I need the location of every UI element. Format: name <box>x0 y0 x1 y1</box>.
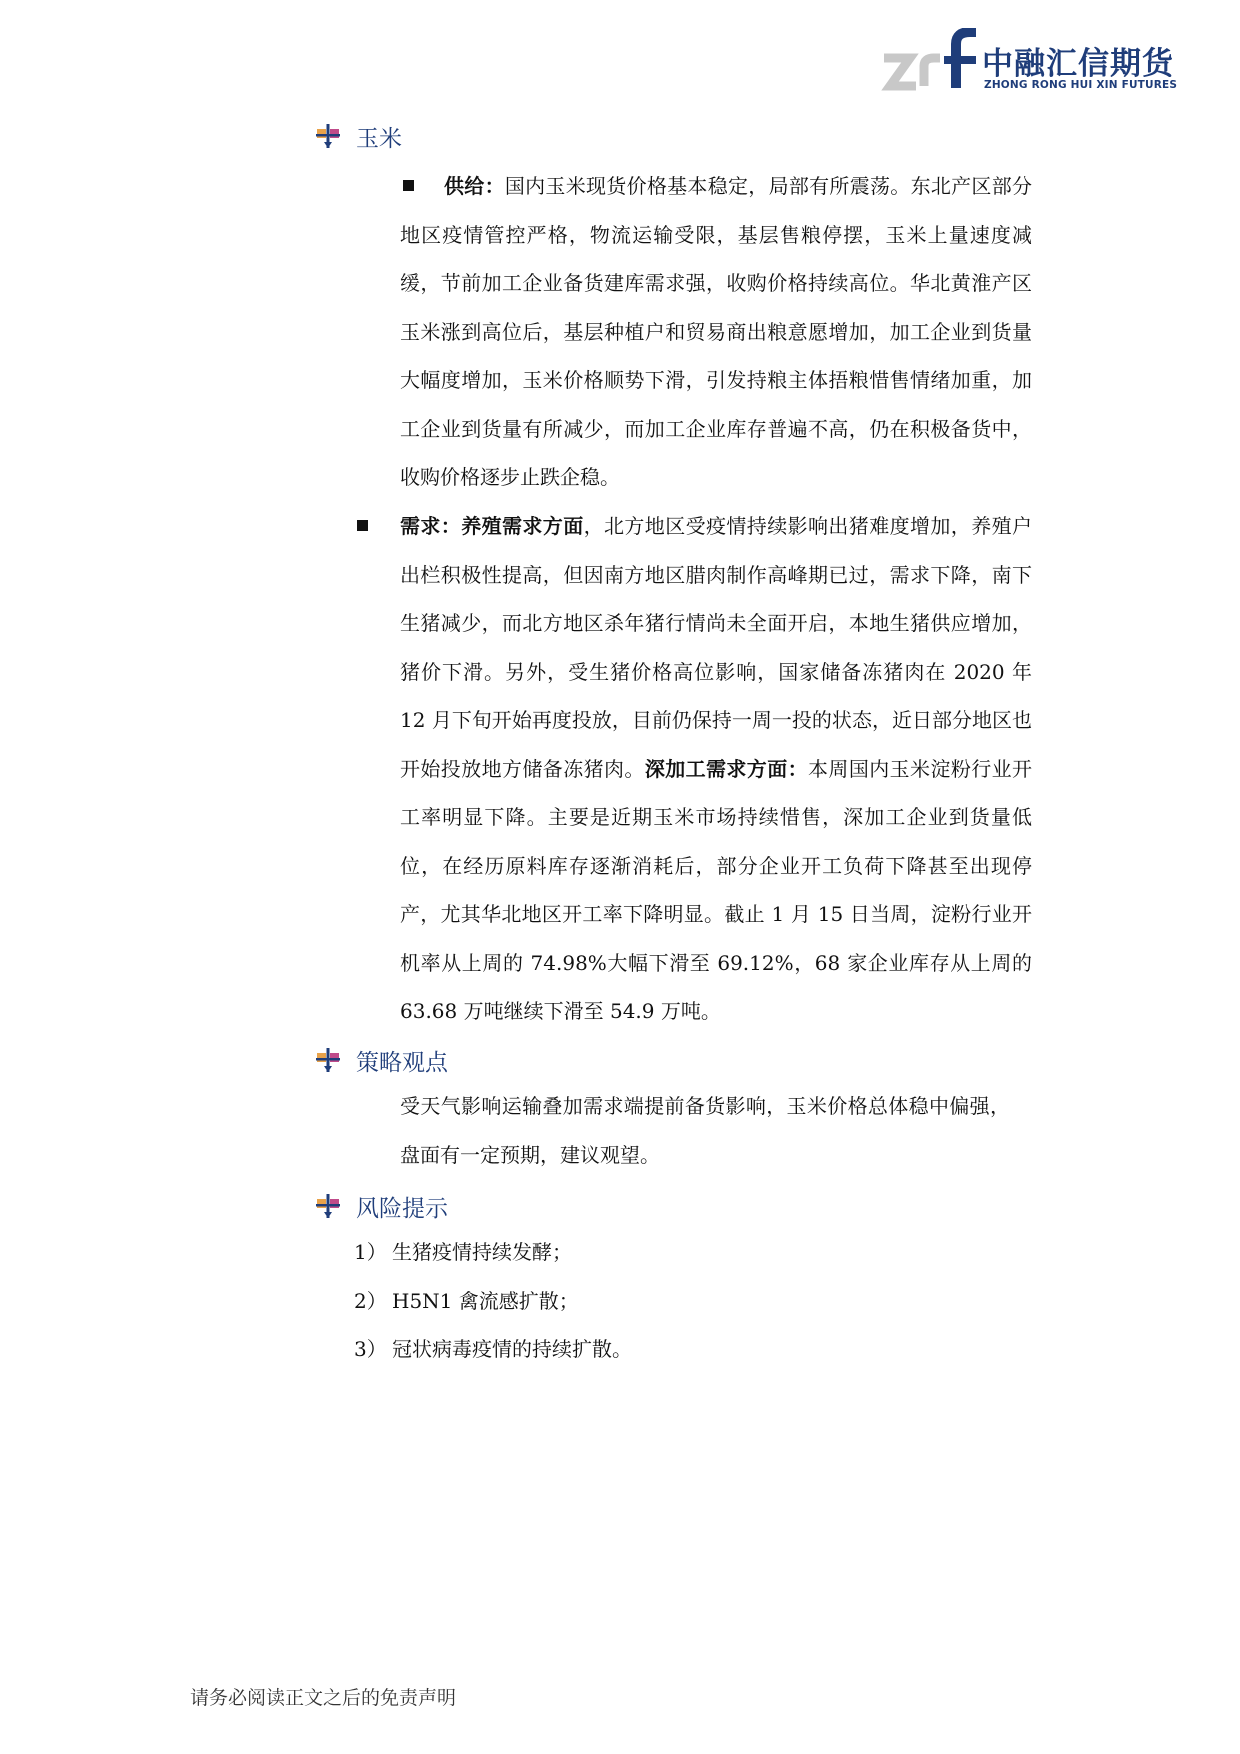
corn-heading <box>356 116 402 156</box>
demand-paragraph <box>400 502 1032 1036</box>
risk-item-number: 3） <box>354 1337 387 1361</box>
risk-item-number: 1） <box>354 1240 387 1264</box>
supply-text: 国内玉米现货价格基本稳定，局部有所震荡。东北产区部分地区疫情管控严格，物流运输受限，基层售粮停摆，玉米上量速度减缓，节前加工企业备货建库需求强，收购价格持续高位。华北黄淮产区玉米涨到高位后，基层种植户和贸易商出粮意愿增加，加工企业到货量大幅度增加，玉米价格顺势下滑，引发持粮主体捂粮惜售情绪加重，加工企业到货量有所减少，而加工企业库存普遍不高，仍在积极备货中，收购价格逐步止跌企稳。 <box>400 174 1033 489</box>
demand-label: 需求：养殖需求方面 <box>400 514 584 538</box>
risk-item <box>354 1333 632 1362</box>
strategy-heading <box>356 1040 448 1080</box>
risk-item <box>354 1236 572 1265</box>
section-bullet-icon <box>316 1048 340 1072</box>
section-bullet-icon <box>316 124 340 148</box>
company-logo <box>880 28 1180 98</box>
risk-item <box>354 1285 579 1314</box>
section-bullet-icon <box>316 1194 340 1218</box>
demand-text: ，北方地区受疫情持续影响出猪难度增加，养殖户出栏积极性提高，但因南方地区腊肉制作高峰期已过，需求下降，南下生猪减少，而北方地区杀年猪行情尚未全面开启，本地生猪供应增加，猪价下滑。另外，受生猪价格高位影响，国家储备冻猪肉在 2020 年 12 月下旬开始再度投放，目前仍保持一周一投的状态，近日部分地区也开始投放地方储备冻猪肉。 <box>400 514 1033 781</box>
logo-english-name: ZHONG RONG HUI XIN FUTURES <box>984 79 1178 91</box>
risk-item-text: H5N1 禽流感扩散； <box>392 1289 579 1313</box>
risk-heading <box>356 1186 448 1226</box>
supply-paragraph <box>400 162 1032 502</box>
strategy-paragraph: 受天气影响运输叠加需求端提前备货影响，玉米价格总体稳中偏强，盘面有一定预期，建议观望。 <box>400 1094 1010 1167</box>
section-title: 风险提示 <box>356 1195 448 1222</box>
risk-item-text: 生猪疫情持续发酵； <box>392 1240 572 1264</box>
section-title: 策略观点 <box>356 1049 448 1076</box>
risk-item-text: 冠状病毒疫情的持续扩散。 <box>392 1337 632 1361</box>
deep-processing-text: 本周国内玉米淀粉行业开工率明显下降。主要是近期玉米市场持续惜售，深加工企业到货量低位，在经历原料库存逐渐消耗后，部分企业开工负荷下降甚至出现停产，尤其华北地区开工率下降明显。截止 1 月 15 日当周，淀粉行业开机率从上周的 74.98%大幅下滑至 69.12%，68 家企业库存从上周的 63.68 万吨继续下滑至 54.9 万吨。 <box>400 756 1033 1023</box>
risk-item-number: 2） <box>354 1289 387 1313</box>
square-bullet-icon <box>357 520 368 531</box>
logo-chinese-name: 中融汇信期货 <box>982 46 1174 82</box>
section-title: 玉米 <box>356 125 402 152</box>
logo-mark-icon <box>880 28 980 93</box>
supply-label: 供给： <box>444 174 505 198</box>
deep-processing-label: 深加工需求方面： <box>644 756 809 781</box>
disclaimer-footer: 请务必阅读正文之后的免责声明 <box>190 1687 457 1709</box>
